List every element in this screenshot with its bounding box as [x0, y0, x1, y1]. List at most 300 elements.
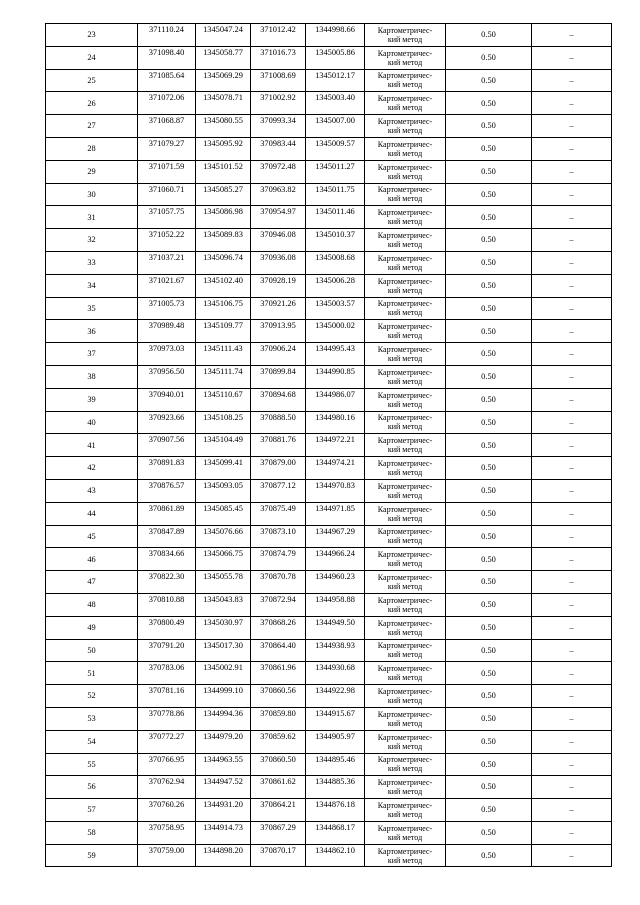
y-coordinate-2-cell: 1344885.36: [306, 776, 365, 799]
point-number-cell: 50: [46, 639, 138, 662]
point-number-cell: 48: [46, 593, 138, 616]
y-coordinate-cell: 1345017.30: [196, 639, 251, 662]
accuracy-cell: 0.50: [446, 411, 532, 434]
x-coordinate-2-cell: 371008.69: [251, 69, 306, 92]
x-coordinate-cell: 370766.95: [138, 753, 196, 776]
x-coordinate-2-cell: 370860.56: [251, 685, 306, 708]
x-coordinate-cell: 371068.87: [138, 115, 196, 138]
accuracy-cell: 0.50: [446, 548, 532, 571]
point-number-cell: 51: [46, 662, 138, 685]
table-row: [46, 548, 612, 571]
x-coordinate-cell: 370772.27: [138, 730, 196, 753]
accuracy-cell: 0.50: [446, 776, 532, 799]
method-cell: Картометричес- кий метод: [365, 229, 446, 252]
x-coordinate-cell: 370956.50: [138, 365, 196, 388]
accuracy-cell: 0.50: [446, 46, 532, 69]
x-coordinate-cell: 370973.03: [138, 343, 196, 366]
y-coordinate-2-cell: 1344971.85: [306, 502, 365, 525]
accuracy-cell: 0.50: [446, 685, 532, 708]
table-row: [46, 160, 612, 183]
y-coordinate-2-cell: 1344876.18: [306, 799, 365, 822]
table-row: [46, 821, 612, 844]
x-coordinate-cell: 371085.64: [138, 69, 196, 92]
y-coordinate-2-cell: 1344949.50: [306, 616, 365, 639]
x-coordinate-cell: 371071.59: [138, 160, 196, 183]
table-row: [46, 274, 612, 297]
y-coordinate-2-cell: 1345003.57: [306, 297, 365, 320]
accuracy-cell: 0.50: [446, 571, 532, 594]
accuracy-cell: 0.50: [446, 206, 532, 229]
x-coordinate-cell: 370762.94: [138, 776, 196, 799]
x-coordinate-2-cell: 370881.76: [251, 434, 306, 457]
y-coordinate-2-cell: 1344998.66: [306, 24, 365, 47]
table-row: [46, 502, 612, 525]
y-coordinate-cell: 1345104.49: [196, 434, 251, 457]
method-cell: Картометричес- кий метод: [365, 206, 446, 229]
y-coordinate-2-cell: 1344972.21: [306, 434, 365, 457]
accuracy-cell: 0.50: [446, 69, 532, 92]
y-coordinate-cell: 1344999.10: [196, 685, 251, 708]
y-coordinate-cell: 1345106.75: [196, 297, 251, 320]
x-coordinate-2-cell: 370860.50: [251, 753, 306, 776]
y-coordinate-2-cell: 1344967.29: [306, 525, 365, 548]
y-coordinate-cell: 1344931.20: [196, 799, 251, 822]
point-number-cell: 36: [46, 320, 138, 343]
x-coordinate-cell: 370876.57: [138, 479, 196, 502]
y-coordinate-2-cell: 1344986.07: [306, 388, 365, 411]
accuracy-cell: 0.50: [446, 479, 532, 502]
dash-cell: –: [532, 115, 612, 138]
x-coordinate-2-cell: 370954.97: [251, 206, 306, 229]
x-coordinate-2-cell: 370972.48: [251, 160, 306, 183]
point-number-cell: 35: [46, 297, 138, 320]
x-coordinate-cell: 370923.66: [138, 411, 196, 434]
y-coordinate-cell: 1345055.78: [196, 571, 251, 594]
method-cell: Картометричес- кий метод: [365, 662, 446, 685]
y-coordinate-2-cell: 1345009.57: [306, 137, 365, 160]
table-row: [46, 343, 612, 366]
method-cell: Картометричес- кий метод: [365, 502, 446, 525]
table-row: [46, 115, 612, 138]
point-number-cell: 57: [46, 799, 138, 822]
accuracy-cell: 0.50: [446, 297, 532, 320]
y-coordinate-cell: 1344898.20: [196, 844, 251, 867]
table-row: [46, 137, 612, 160]
table-row: [46, 685, 612, 708]
dash-cell: –: [532, 639, 612, 662]
accuracy-cell: 0.50: [446, 92, 532, 115]
x-coordinate-2-cell: 370875.49: [251, 502, 306, 525]
point-number-cell: 52: [46, 685, 138, 708]
x-coordinate-2-cell: 370946.08: [251, 229, 306, 252]
y-coordinate-cell: 1345047.24: [196, 24, 251, 47]
table-row: [46, 639, 612, 662]
table-row: [46, 46, 612, 69]
dash-cell: –: [532, 776, 612, 799]
dash-cell: –: [532, 753, 612, 776]
table-row: [46, 320, 612, 343]
method-cell: Картометричес- кий метод: [365, 365, 446, 388]
dash-cell: –: [532, 160, 612, 183]
method-cell: Картометричес- кий метод: [365, 457, 446, 480]
y-coordinate-cell: 1345099.41: [196, 457, 251, 480]
table-row: [46, 183, 612, 206]
dash-cell: –: [532, 343, 612, 366]
y-coordinate-cell: 1345066.75: [196, 548, 251, 571]
x-coordinate-2-cell: 370877.12: [251, 479, 306, 502]
y-coordinate-cell: 1345069.29: [196, 69, 251, 92]
dash-cell: –: [532, 183, 612, 206]
x-coordinate-cell: 370834.66: [138, 548, 196, 571]
point-number-cell: 25: [46, 69, 138, 92]
y-coordinate-cell: 1345102.40: [196, 274, 251, 297]
dash-cell: –: [532, 297, 612, 320]
y-coordinate-2-cell: 1344970.83: [306, 479, 365, 502]
method-cell: Картометричес- кий метод: [365, 137, 446, 160]
dash-cell: –: [532, 662, 612, 685]
y-coordinate-2-cell: 1345010.37: [306, 229, 365, 252]
method-cell: Картометричес- кий метод: [365, 411, 446, 434]
method-cell: Картометричес- кий метод: [365, 251, 446, 274]
x-coordinate-cell: 370847.89: [138, 525, 196, 548]
method-cell: Картометричес- кий метод: [365, 46, 446, 69]
dash-cell: –: [532, 274, 612, 297]
point-number-cell: 37: [46, 343, 138, 366]
x-coordinate-cell: 371052.22: [138, 229, 196, 252]
method-cell: Картометричес- кий метод: [365, 160, 446, 183]
x-coordinate-cell: 370758.95: [138, 821, 196, 844]
y-coordinate-cell: 1345111.74: [196, 365, 251, 388]
y-coordinate-2-cell: 1344915.67: [306, 707, 365, 730]
x-coordinate-2-cell: 370859.62: [251, 730, 306, 753]
accuracy-cell: 0.50: [446, 730, 532, 753]
point-number-cell: 49: [46, 616, 138, 639]
x-coordinate-cell: 371079.27: [138, 137, 196, 160]
dash-cell: –: [532, 479, 612, 502]
x-coordinate-cell: 370989.48: [138, 320, 196, 343]
point-number-cell: 55: [46, 753, 138, 776]
x-coordinate-cell: 371098.40: [138, 46, 196, 69]
x-coordinate-2-cell: 370861.96: [251, 662, 306, 685]
point-number-cell: 44: [46, 502, 138, 525]
dash-cell: –: [532, 434, 612, 457]
method-cell: Картометричес- кий метод: [365, 479, 446, 502]
method-cell: Картометричес- кий метод: [365, 616, 446, 639]
y-coordinate-2-cell: 1344974.21: [306, 457, 365, 480]
y-coordinate-cell: 1345111.43: [196, 343, 251, 366]
accuracy-cell: 0.50: [446, 251, 532, 274]
x-coordinate-2-cell: 370861.62: [251, 776, 306, 799]
method-cell: Картометричес- кий метод: [365, 115, 446, 138]
accuracy-cell: 0.50: [446, 662, 532, 685]
x-coordinate-2-cell: 370870.17: [251, 844, 306, 867]
accuracy-cell: 0.50: [446, 160, 532, 183]
x-coordinate-cell: 370791.20: [138, 639, 196, 662]
x-coordinate-2-cell: 370867.29: [251, 821, 306, 844]
x-coordinate-2-cell: 370870.78: [251, 571, 306, 594]
y-coordinate-2-cell: 1344995.43: [306, 343, 365, 366]
dash-cell: –: [532, 844, 612, 867]
y-coordinate-2-cell: 1344960.23: [306, 571, 365, 594]
table-body: [46, 24, 612, 867]
y-coordinate-2-cell: 1344966.24: [306, 548, 365, 571]
table-row: [46, 479, 612, 502]
dash-cell: –: [532, 730, 612, 753]
point-number-cell: 45: [46, 525, 138, 548]
x-coordinate-cell: 371060.71: [138, 183, 196, 206]
y-coordinate-cell: 1345002.91: [196, 662, 251, 685]
x-coordinate-2-cell: 371016.73: [251, 46, 306, 69]
point-number-cell: 43: [46, 479, 138, 502]
x-coordinate-2-cell: 370921.26: [251, 297, 306, 320]
accuracy-cell: 0.50: [446, 365, 532, 388]
coordinates-table: [45, 23, 612, 867]
dash-cell: –: [532, 229, 612, 252]
point-number-cell: 29: [46, 160, 138, 183]
table-row: [46, 525, 612, 548]
point-number-cell: 34: [46, 274, 138, 297]
dash-cell: –: [532, 206, 612, 229]
accuracy-cell: 0.50: [446, 137, 532, 160]
x-coordinate-2-cell: 370864.40: [251, 639, 306, 662]
x-coordinate-cell: 370783.06: [138, 662, 196, 685]
accuracy-cell: 0.50: [446, 616, 532, 639]
dash-cell: –: [532, 365, 612, 388]
dash-cell: –: [532, 707, 612, 730]
point-number-cell: 30: [46, 183, 138, 206]
table-row: [46, 365, 612, 388]
method-cell: Картометричес- кий метод: [365, 639, 446, 662]
method-cell: Картометричес- кий метод: [365, 844, 446, 867]
dash-cell: –: [532, 137, 612, 160]
accuracy-cell: 0.50: [446, 343, 532, 366]
point-number-cell: 59: [46, 844, 138, 867]
x-coordinate-2-cell: 370868.26: [251, 616, 306, 639]
method-cell: Картометричес- кий метод: [365, 92, 446, 115]
x-coordinate-2-cell: 370936.08: [251, 251, 306, 274]
accuracy-cell: 0.50: [446, 753, 532, 776]
y-coordinate-2-cell: 1345008.68: [306, 251, 365, 274]
x-coordinate-2-cell: 370906.24: [251, 343, 306, 366]
point-number-cell: 38: [46, 365, 138, 388]
y-coordinate-2-cell: 1344930.68: [306, 662, 365, 685]
table-row: [46, 297, 612, 320]
x-coordinate-cell: 370781.16: [138, 685, 196, 708]
table-row: [46, 229, 612, 252]
method-cell: Картометричес- кий метод: [365, 69, 446, 92]
y-coordinate-2-cell: 1344922.98: [306, 685, 365, 708]
x-coordinate-cell: 371037.21: [138, 251, 196, 274]
accuracy-cell: 0.50: [446, 183, 532, 206]
dash-cell: –: [532, 571, 612, 594]
x-coordinate-2-cell: 370872.94: [251, 593, 306, 616]
table-row: [46, 571, 612, 594]
table-row: [46, 707, 612, 730]
dash-cell: –: [532, 457, 612, 480]
method-cell: Картометричес- кий метод: [365, 297, 446, 320]
y-coordinate-cell: 1345085.27: [196, 183, 251, 206]
dash-cell: –: [532, 821, 612, 844]
y-coordinate-cell: 1345089.83: [196, 229, 251, 252]
y-coordinate-cell: 1345080.55: [196, 115, 251, 138]
y-coordinate-cell: 1345078.71: [196, 92, 251, 115]
dash-cell: –: [532, 46, 612, 69]
method-cell: Картометричес- кий метод: [365, 593, 446, 616]
dash-cell: –: [532, 616, 612, 639]
y-coordinate-2-cell: 1345011.75: [306, 183, 365, 206]
accuracy-cell: 0.50: [446, 434, 532, 457]
method-cell: Картометричес- кий метод: [365, 525, 446, 548]
accuracy-cell: 0.50: [446, 799, 532, 822]
dash-cell: –: [532, 548, 612, 571]
method-cell: Картометричес- кий метод: [365, 548, 446, 571]
y-coordinate-2-cell: 1344938.93: [306, 639, 365, 662]
y-coordinate-2-cell: 1345000.02: [306, 320, 365, 343]
table-row: [46, 593, 612, 616]
y-coordinate-2-cell: 1344895.46: [306, 753, 365, 776]
y-coordinate-cell: 1345101.52: [196, 160, 251, 183]
method-cell: Картометричес- кий метод: [365, 707, 446, 730]
x-coordinate-cell: 370778.86: [138, 707, 196, 730]
dash-cell: –: [532, 388, 612, 411]
table-row: [46, 24, 612, 47]
x-coordinate-cell: 370759.00: [138, 844, 196, 867]
method-cell: Картометричес- кий метод: [365, 320, 446, 343]
x-coordinate-cell: 370861.89: [138, 502, 196, 525]
table-row: [46, 388, 612, 411]
dash-cell: –: [532, 799, 612, 822]
table-row: [46, 411, 612, 434]
dash-cell: –: [532, 251, 612, 274]
x-coordinate-2-cell: 370913.95: [251, 320, 306, 343]
x-coordinate-2-cell: 370888.50: [251, 411, 306, 434]
x-coordinate-2-cell: 370879.00: [251, 457, 306, 480]
x-coordinate-2-cell: 370894.68: [251, 388, 306, 411]
accuracy-cell: 0.50: [446, 821, 532, 844]
table-row: [46, 776, 612, 799]
x-coordinate-cell: 370810.88: [138, 593, 196, 616]
y-coordinate-cell: 1344979.20: [196, 730, 251, 753]
table-row: [46, 457, 612, 480]
table-row: [46, 251, 612, 274]
x-coordinate-cell: 371072.06: [138, 92, 196, 115]
point-number-cell: 58: [46, 821, 138, 844]
x-coordinate-cell: 371005.73: [138, 297, 196, 320]
method-cell: Картометричес- кий метод: [365, 730, 446, 753]
point-number-cell: 40: [46, 411, 138, 434]
x-coordinate-2-cell: 370899.84: [251, 365, 306, 388]
dash-cell: –: [532, 593, 612, 616]
y-coordinate-cell: 1345086.98: [196, 206, 251, 229]
y-coordinate-cell: 1345093.05: [196, 479, 251, 502]
table-row: [46, 730, 612, 753]
table-row: [46, 69, 612, 92]
table-row: [46, 844, 612, 867]
y-coordinate-cell: 1345096.74: [196, 251, 251, 274]
table-row: [46, 799, 612, 822]
method-cell: Картометричес- кий метод: [365, 821, 446, 844]
x-coordinate-cell: 370760.26: [138, 799, 196, 822]
x-coordinate-cell: 370891.83: [138, 457, 196, 480]
accuracy-cell: 0.50: [446, 525, 532, 548]
y-coordinate-2-cell: 1345011.46: [306, 206, 365, 229]
y-coordinate-2-cell: 1345005.86: [306, 46, 365, 69]
point-number-cell: 47: [46, 571, 138, 594]
y-coordinate-2-cell: 1344980.16: [306, 411, 365, 434]
method-cell: Картометричес- кий метод: [365, 799, 446, 822]
accuracy-cell: 0.50: [446, 844, 532, 867]
y-coordinate-cell: 1345110.67: [196, 388, 251, 411]
y-coordinate-2-cell: 1345011.27: [306, 160, 365, 183]
point-number-cell: 42: [46, 457, 138, 480]
accuracy-cell: 0.50: [446, 115, 532, 138]
method-cell: Картометричес- кий метод: [365, 388, 446, 411]
y-coordinate-2-cell: 1345012.17: [306, 69, 365, 92]
y-coordinate-cell: 1345109.77: [196, 320, 251, 343]
x-coordinate-2-cell: 370993.34: [251, 115, 306, 138]
x-coordinate-2-cell: 370963.82: [251, 183, 306, 206]
x-coordinate-2-cell: 371012.42: [251, 24, 306, 47]
point-number-cell: 54: [46, 730, 138, 753]
y-coordinate-cell: 1344963.55: [196, 753, 251, 776]
y-coordinate-cell: 1345076.66: [196, 525, 251, 548]
accuracy-cell: 0.50: [446, 274, 532, 297]
point-number-cell: 23: [46, 24, 138, 47]
y-coordinate-cell: 1344947.52: [196, 776, 251, 799]
method-cell: Картометричес- кий метод: [365, 753, 446, 776]
y-coordinate-2-cell: 1344868.17: [306, 821, 365, 844]
point-number-cell: 26: [46, 92, 138, 115]
y-coordinate-cell: 1345085.45: [196, 502, 251, 525]
y-coordinate-2-cell: 1345007.00: [306, 115, 365, 138]
method-cell: Картометричес- кий метод: [365, 571, 446, 594]
x-coordinate-cell: 371110.24: [138, 24, 196, 47]
point-number-cell: 53: [46, 707, 138, 730]
y-coordinate-cell: 1345043.83: [196, 593, 251, 616]
y-coordinate-2-cell: 1345006.28: [306, 274, 365, 297]
point-number-cell: 28: [46, 137, 138, 160]
point-number-cell: 32: [46, 229, 138, 252]
dash-cell: –: [532, 24, 612, 47]
table-row: [46, 662, 612, 685]
y-coordinate-cell: 1345030.97: [196, 616, 251, 639]
table-row: [46, 753, 612, 776]
accuracy-cell: 0.50: [446, 320, 532, 343]
accuracy-cell: 0.50: [446, 24, 532, 47]
accuracy-cell: 0.50: [446, 502, 532, 525]
y-coordinate-cell: 1344914.73: [196, 821, 251, 844]
point-number-cell: 31: [46, 206, 138, 229]
point-number-cell: 56: [46, 776, 138, 799]
method-cell: Картометричес- кий метод: [365, 183, 446, 206]
x-coordinate-cell: 371021.67: [138, 274, 196, 297]
point-number-cell: 46: [46, 548, 138, 571]
x-coordinate-2-cell: 370859.80: [251, 707, 306, 730]
y-coordinate-cell: 1345095.92: [196, 137, 251, 160]
x-coordinate-cell: 370907.56: [138, 434, 196, 457]
dash-cell: –: [532, 92, 612, 115]
point-number-cell: 24: [46, 46, 138, 69]
y-coordinate-cell: 1345108.25: [196, 411, 251, 434]
accuracy-cell: 0.50: [446, 229, 532, 252]
y-coordinate-2-cell: 1344905.97: [306, 730, 365, 753]
dash-cell: –: [532, 502, 612, 525]
point-number-cell: 39: [46, 388, 138, 411]
y-coordinate-2-cell: 1344958.88: [306, 593, 365, 616]
x-coordinate-2-cell: 370874.79: [251, 548, 306, 571]
x-coordinate-2-cell: 370928.19: [251, 274, 306, 297]
y-coordinate-cell: 1344994.36: [196, 707, 251, 730]
